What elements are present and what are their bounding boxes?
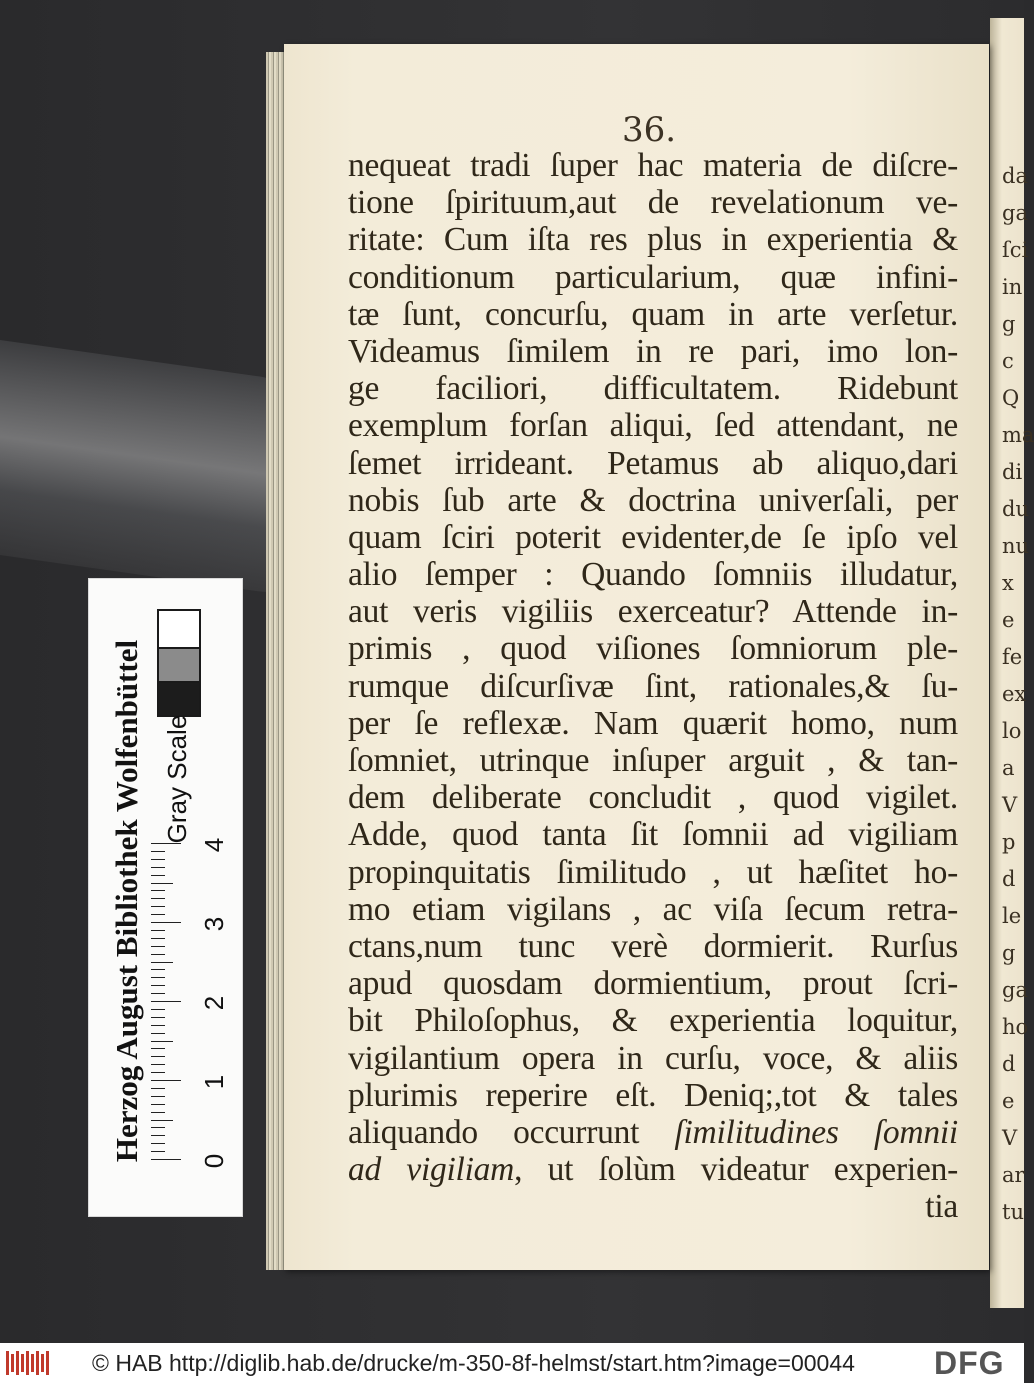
- text-line-15: rumque diſcurſivæ ſint, rationales,& ſu-: [348, 667, 958, 705]
- ruler-tick: [151, 1025, 165, 1026]
- facing-fragment: Q: [1002, 386, 1020, 410]
- ruler-tick: [151, 962, 173, 963]
- ruler-tick: [151, 1033, 165, 1034]
- hab-logo-icon[interactable]: [6, 1351, 50, 1375]
- text-line-12: alio ſemper : Quando ſomniis illudatur,: [348, 556, 958, 594]
- facing-fragment: p: [1002, 830, 1016, 854]
- text-line-2: tione ſpirituum,aut de revelationum ve-: [348, 184, 958, 222]
- text-line-7: ge faciliori, difficultatem. Ridebunt: [348, 370, 958, 408]
- ruler-tick: [151, 1072, 165, 1073]
- ruler: [151, 829, 181, 1199]
- facing-fragment: V: [1002, 793, 1018, 817]
- facing-fragment: tu: [1002, 1200, 1024, 1224]
- facing-fragment: d: [1002, 1052, 1016, 1076]
- text-line-5: tæ ſunt, concurſu, quam in arte verſetur.: [348, 295, 958, 333]
- text-line-18: dem deliberate concludit , quod vigilet.: [348, 779, 958, 817]
- facing-fragment: in: [1002, 275, 1023, 299]
- ruler-tick: [151, 977, 165, 978]
- facing-fragment: ho: [1002, 1015, 1029, 1039]
- ruler-tick: [151, 1056, 165, 1057]
- text-line-17: ſomniet, utrinque inſuper arguit , & tan-: [348, 742, 958, 779]
- facing-fragment: da: [1002, 164, 1028, 188]
- text-line-11: quam ſciri poterit evidenter,de ſe ipſo vel: [348, 518, 958, 556]
- ruler-tick: [151, 859, 165, 860]
- ruler-number-3: 3: [199, 916, 229, 932]
- ruler-tick: [151, 954, 165, 955]
- facing-fragment: e: [1002, 1089, 1015, 1113]
- ruler-tick: [151, 1064, 165, 1065]
- ruler-tick: [151, 1151, 165, 1152]
- ruler-tick: [151, 1104, 165, 1105]
- facing-fragment: du: [1002, 497, 1029, 521]
- ruler-tick: [151, 1088, 165, 1089]
- facing-fragment: ſci: [1002, 238, 1029, 262]
- text-line-8: exemplum forſan aliqui, ſed attendant, ne: [348, 407, 958, 445]
- source-link[interactable]: © HAB http://diglib.hab.de/drucke/m-350-8f-helmst/start.htm?image=00044: [92, 1350, 855, 1376]
- text-line-4: conditionum particularium, quæ infini-: [348, 258, 958, 296]
- ruler-tick: [151, 1080, 181, 1081]
- ruler-tick: [151, 1041, 173, 1042]
- ruler-number-0: 0: [199, 1153, 229, 1169]
- facing-fragment: g: [1002, 941, 1016, 965]
- facing-fragment: fe: [1002, 645, 1023, 669]
- facing-page-edge: [990, 18, 1034, 1308]
- ruler-tick: [151, 1127, 165, 1128]
- text-line-24: bit Philoſophus, & experientia loquitur,: [348, 1002, 958, 1040]
- text-line-28: [348, 1151, 958, 1188]
- page-number: 36.: [622, 110, 677, 150]
- facing-fragment: ex: [1002, 682, 1027, 706]
- ruler-tick: [151, 883, 173, 884]
- ruler-tick: [151, 1112, 165, 1113]
- facing-fragment: e: [1002, 608, 1015, 632]
- ruler-tick: [151, 890, 165, 891]
- ruler-tick: [151, 843, 181, 844]
- text-line-21: mo etiam vigilans , ac viſa ſecum retra-: [348, 890, 958, 928]
- ruler-tick: [151, 867, 165, 868]
- institution-label: Herzog August Bibliothek Wolfenbüttel: [109, 639, 144, 1163]
- text-line-23: apud quosdam dormientium, prout ſcri-: [348, 965, 958, 1003]
- catchword: tia: [925, 1188, 958, 1226]
- ruler-number-2: 2: [199, 995, 229, 1011]
- facing-fragment: di: [1002, 460, 1023, 484]
- ruler-tick: [151, 914, 165, 915]
- facing-fragment: d: [1002, 867, 1016, 891]
- ruler-tick: [151, 1017, 165, 1018]
- ruler-tick: [151, 898, 165, 899]
- viewer-footer: [0, 1343, 1024, 1383]
- facing-fragment: x: [1002, 571, 1014, 595]
- facing-fragment: a: [1002, 756, 1015, 780]
- ruler-tick: [151, 969, 165, 970]
- page-stack-edges: [266, 52, 286, 1270]
- ruler-tick: [151, 930, 165, 931]
- ruler-tick: [151, 875, 165, 876]
- body-text: [348, 147, 958, 1225]
- ruler-tick: [151, 1048, 165, 1049]
- text-line-14: primis , quod viſiones ſomniorum ple-: [348, 630, 958, 668]
- ruler-tick: [151, 946, 165, 947]
- facing-fragment: lo: [1002, 719, 1022, 743]
- ruler-tick: [151, 1143, 165, 1144]
- text-line-9: ſemet irrideant. Petamus ab aliquo,dari: [348, 444, 958, 482]
- black-swatch: [157, 681, 201, 717]
- text-line-6: Videamus ſimilem in re pari, imo lon-: [348, 332, 958, 370]
- ruler-tick: [151, 1135, 165, 1136]
- ruler-tick: [151, 1159, 181, 1160]
- gray-swatch: [157, 647, 201, 683]
- ruler-tick: [151, 1096, 165, 1097]
- ruler-tick: [151, 938, 165, 939]
- text-line-26: plurimis reperire eſt. Deniq;,tot & tales: [348, 1076, 958, 1114]
- glass-weight: [0, 340, 300, 597]
- italic-phrase: ſimilitudines ſomnii: [674, 1113, 958, 1151]
- facing-fragment: nu: [1002, 534, 1030, 558]
- facing-fragment: c: [1002, 349, 1014, 373]
- facing-fragment: V: [1002, 1126, 1018, 1150]
- ruler-number-1: 1: [199, 1074, 229, 1090]
- ruler-tick: [151, 1001, 181, 1002]
- ruler-tick: [151, 993, 165, 994]
- text-line-19: Adde, quod tanta ſit ſomnii ad vigiliam: [348, 816, 958, 854]
- ruler-tick: [151, 1120, 173, 1121]
- text-line-10: nobis ſub arte & doctrina univerſali, per: [348, 481, 958, 519]
- text-line-25: vigilantium opera in curſu, voce, & aliis: [348, 1039, 958, 1077]
- line-text: aliquando occurrunt: [348, 1113, 640, 1151]
- text-line-13: aut veris vigiliis exerceatur? Attende in-: [348, 593, 958, 631]
- text-line-1: nequeat tradi ſuper hac materia de diſcre-: [348, 147, 958, 184]
- ruler-tick: [151, 985, 165, 986]
- ruler-tick: [151, 922, 181, 923]
- color-scale-card: [88, 578, 243, 1217]
- ruler-tick: [151, 851, 165, 852]
- book-page: [284, 44, 989, 1270]
- facing-fragment: ar: [1002, 1163, 1025, 1187]
- facing-page-fragments: [1002, 158, 1034, 1231]
- ruler-number-4: 4: [199, 837, 229, 853]
- facing-fragment: g: [1002, 312, 1016, 336]
- dfg-logo[interactable]: DFG: [934, 1345, 1005, 1381]
- facing-fragment: le: [1002, 904, 1022, 928]
- ruler-tick: [151, 906, 165, 907]
- facing-fragment: ga: [1002, 978, 1028, 1002]
- text-line-20: propinquitatis ſimilitudo , ut hæſitet ho-: [348, 853, 958, 891]
- facing-fragment: ga: [1002, 201, 1028, 225]
- ruler-tick: [151, 1009, 165, 1010]
- text-line-22: ctans,num tunc verè dormierit. Rurſus: [348, 927, 958, 965]
- white-swatch: [157, 609, 201, 649]
- gray-scale-label: Gray Scale: [162, 714, 192, 844]
- text-line-16: per ſe reflexæ. Nam quærit homo, num: [348, 704, 958, 742]
- text-line-27: [348, 1114, 958, 1151]
- facing-fragment: ma: [1002, 423, 1034, 447]
- text-line-3: ritate: Cum iſta res plus in experientia &: [348, 221, 958, 259]
- line-28-rest: , ut ſolùm videatur experien-: [514, 1151, 959, 1189]
- italic-phrase: ad vigiliam: [348, 1151, 515, 1189]
